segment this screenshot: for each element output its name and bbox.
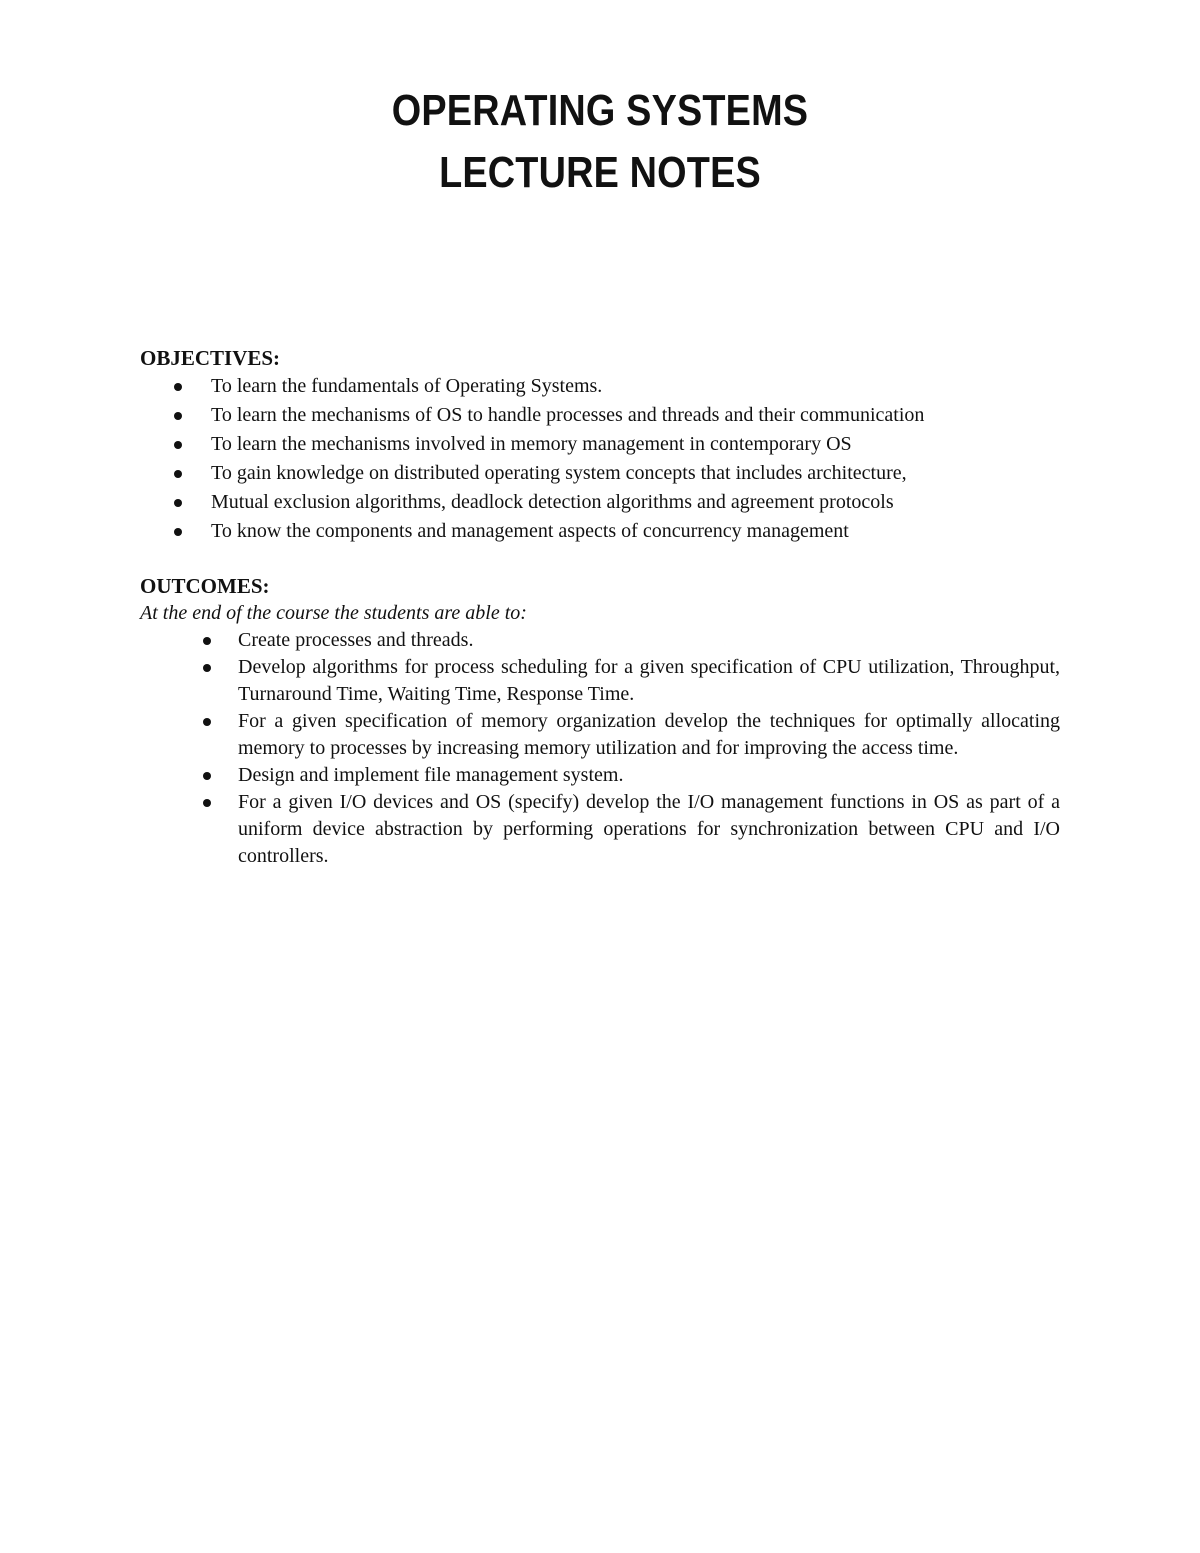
objective-item (140, 517, 1070, 546)
outcome-item (140, 708, 1060, 762)
bullet-icon (174, 383, 182, 391)
outcomes-section (140, 572, 1060, 870)
bullet-icon (174, 528, 182, 536)
title-line-1: OPERATING SYSTEMS (391, 86, 809, 135)
outcome-text: Develop algorithms for process scheduling for a given specification of CPU utilization, Throughput, Turnaround Time, Waiting Time, Response Time. (238, 656, 1060, 705)
bullet-icon (203, 772, 211, 780)
outcome-text: For a given I/O devices and OS (specify) develop the I/O management functions in OS as part of a uniform device abstraction by performing operations for synchronization between CPU and I/O controllers. (238, 791, 1060, 867)
bullet-icon (174, 499, 182, 507)
outcome-text: Design and implement file management system. (238, 764, 624, 786)
objective-text: To gain knowledge on distributed operating system concepts that includes architecture, (211, 462, 907, 484)
bullet-icon (203, 718, 211, 726)
objective-item (140, 372, 1070, 401)
objectives-heading: OBJECTIVES: (140, 346, 281, 370)
bullet-icon (203, 799, 211, 807)
outcome-item (140, 762, 1060, 789)
outcome-text: Create processes and threads. (238, 629, 474, 651)
outcomes-list (140, 627, 1060, 870)
objective-item (140, 459, 1070, 488)
bullet-icon (203, 637, 211, 645)
objectives-list (140, 372, 1070, 546)
title-line-2: LECTURE NOTES (439, 148, 761, 197)
objective-text: To learn the fundamentals of Operating Systems. (211, 375, 603, 397)
objective-text: To learn the mechanisms of OS to handle processes and threads and their communication (211, 404, 925, 426)
bullet-icon (203, 664, 211, 672)
bullet-icon (174, 441, 182, 449)
outcome-item (140, 789, 1060, 870)
outcome-text: For a given specification of memory organization develop the techniques for optimally allocating memory to processes by increasing memory utilization and for improving the access time. (238, 710, 1060, 759)
bullet-icon (174, 412, 182, 420)
document-title (0, 80, 1200, 204)
outcomes-heading: OUTCOMES: (140, 574, 270, 598)
objective-item (140, 488, 1070, 517)
objective-item (140, 430, 1070, 459)
bullet-icon (174, 470, 182, 478)
objective-item (140, 401, 1070, 430)
outcome-item (140, 654, 1060, 708)
objective-text: To know the components and management aspects of concurrency management (211, 520, 849, 542)
objective-text: To learn the mechanisms involved in memory management in contemporary OS (211, 433, 852, 455)
objectives-section (140, 344, 1070, 546)
outcomes-intro: At the end of the course the students are able to: (140, 602, 527, 624)
objective-text: Mutual exclusion algorithms, deadlock detection algorithms and agreement protocols (211, 491, 894, 513)
outcome-item (140, 627, 1060, 654)
